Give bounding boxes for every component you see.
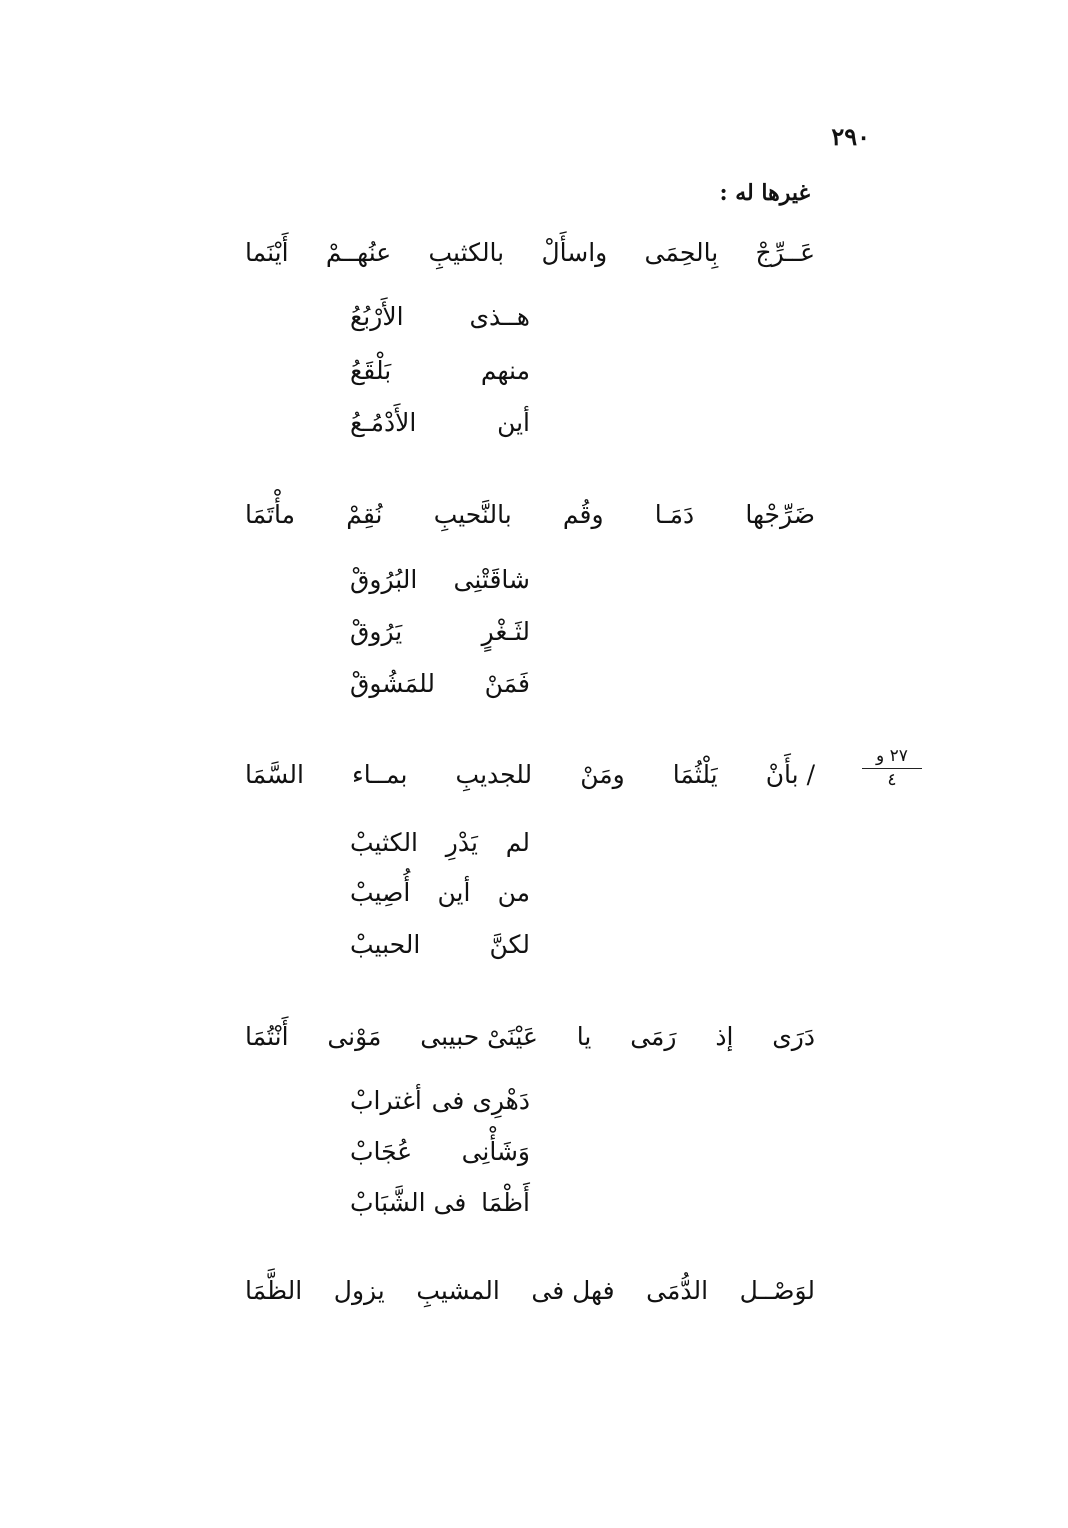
refrain-word: أُصِيبْ: [350, 878, 411, 907]
verse-word: المشيبِ: [416, 1276, 500, 1305]
refrain-line: [350, 878, 530, 907]
refrain-word: فَمَنْ: [484, 669, 530, 698]
verse-word: ومَنْ: [580, 760, 625, 789]
verse-word: رَمَى: [630, 1022, 677, 1051]
folio-sub-number: ٤: [887, 770, 897, 790]
refrain-word: يَدْرِ: [445, 828, 478, 857]
verse-word: دَرَى: [772, 1022, 815, 1051]
verse-word: بالكثيبِ: [428, 238, 505, 267]
verse-line-5: [245, 1276, 815, 1305]
refrain-word: فى الشَّبَابْ: [350, 1188, 467, 1217]
verse-word: الدُّمَى: [646, 1276, 709, 1305]
refrain-word: الأَدْمُـعُ: [350, 408, 417, 437]
verse-word: بمــاء: [352, 760, 408, 789]
marginal-folio-note: [862, 748, 922, 789]
refrain-word: للمَشُوقْ: [350, 669, 435, 698]
poem-intro-heading: غيرها له :: [719, 180, 810, 206]
folio-number: ٢٧ و: [862, 748, 922, 769]
verse-word: بالنَّحيبِ: [433, 500, 512, 529]
refrain-word: بَلْقَعُ: [350, 356, 392, 385]
refrain-line: [350, 1137, 530, 1166]
refrain-word: دَهْرِى فى: [431, 1086, 530, 1115]
refrain-line: [350, 302, 530, 331]
refrain-word: هــذى: [469, 302, 530, 331]
refrain-line: [350, 408, 530, 437]
verse-word: واسأَلْ: [541, 238, 608, 267]
verse-word: الظَّمَا: [245, 1276, 303, 1305]
refrain-word: منهم: [480, 356, 530, 385]
refrain-word: عُجَابْ: [350, 1137, 413, 1166]
verse-word: بِالحِمَى: [644, 238, 719, 267]
verse-word: مَوْنى: [327, 1022, 382, 1051]
page-number: ٢٩٠: [831, 122, 870, 151]
refrain-line: [350, 930, 530, 959]
refrain-word: أغترابْ: [350, 1086, 422, 1115]
refrain-word: الكثيبْ: [350, 828, 419, 857]
refrain-word: يَرُوقْ: [350, 617, 403, 646]
verse-word: عَــرِّجْ: [755, 238, 815, 267]
refrain-line: [350, 565, 530, 594]
refrain-line: [350, 1086, 530, 1115]
verse-word: يا: [576, 1022, 592, 1051]
refrain-line: [350, 617, 530, 646]
refrain-word: لثَـغْرٍ: [481, 617, 530, 646]
verse-word: مأْتَمَا: [245, 500, 296, 529]
verse-word: السَّمَا: [245, 760, 304, 789]
refrain-word: الأَرْبُعُ: [350, 302, 404, 331]
verse-line-1: [245, 238, 815, 267]
refrain-word: شاقَتْنِى: [453, 565, 530, 594]
verse-word: لوَصْــل: [739, 1276, 815, 1305]
verse-word: ضَرِّجْها: [745, 500, 815, 529]
verse-line-4: [245, 1022, 815, 1051]
verse-word: يزول: [333, 1276, 385, 1305]
refrain-word: من: [497, 878, 530, 907]
verse-word: وقُم: [562, 500, 604, 529]
refrain-word: أين: [497, 408, 530, 437]
refrain-word: لم: [505, 828, 530, 857]
verse-word: نُقِمْ: [346, 500, 383, 529]
verse-word: دَمَـا: [654, 500, 695, 529]
refrain-word: أَظْمَا: [481, 1188, 530, 1217]
verse-word: أَنْتُمَا: [245, 1022, 289, 1051]
verse-line-3: [245, 760, 815, 789]
verse-word: للجديبِ: [455, 760, 533, 789]
refrain-word: الحبيبْ: [350, 930, 421, 959]
verse-word: / بأَنْ: [765, 760, 815, 789]
refrain-word: البُرُوقْ: [350, 565, 418, 594]
refrain-word: وَشَأْنِى: [461, 1137, 530, 1166]
verse-line-2: [245, 500, 815, 529]
refrain-line: [350, 356, 530, 385]
refrain-word: لكنَّ: [489, 930, 530, 959]
refrain-line: [350, 1188, 530, 1217]
verse-word: إذ: [715, 1022, 734, 1051]
verse-word: عَيْنَىْ حبيبى: [420, 1022, 538, 1051]
verse-word: أَيْنَما: [245, 238, 289, 267]
verse-word: فهل فى: [531, 1276, 615, 1305]
refrain-line: [350, 669, 530, 698]
refrain-line: [350, 828, 530, 857]
verse-word: عنُهــمْ: [325, 238, 392, 267]
refrain-word: أين: [437, 878, 471, 907]
verse-word: يَلْثُمَا: [672, 760, 718, 789]
